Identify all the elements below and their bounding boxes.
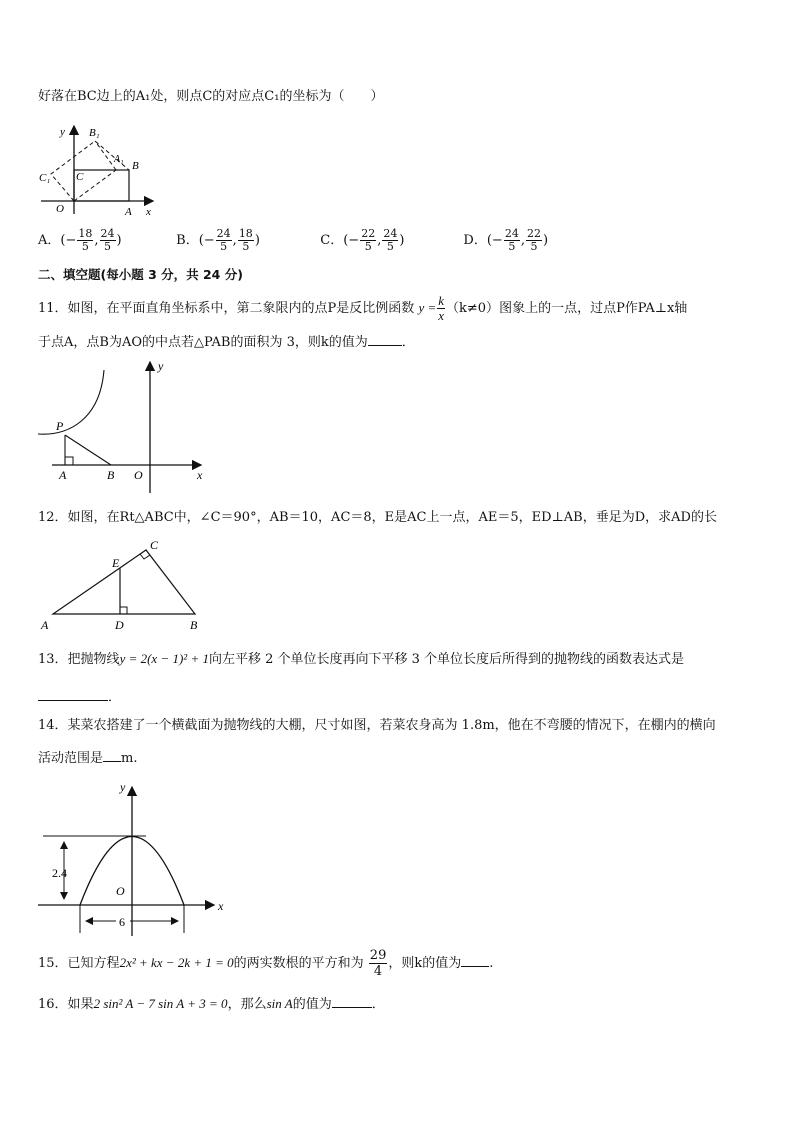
q10-option-c[interactable]: C．(− $\frac{22}{5}$ , $\frac{24}{5}$ ) [320,227,405,253]
q10-label-c: C [76,171,84,183]
q10-label-b: B [132,160,139,172]
q12-label-a: A [41,618,49,632]
q11-line2: 于点A，点B为AO的中点若△PAB的面积为 3，则k的值为 ． [38,332,415,352]
q11-number: 11． [38,301,68,316]
q11-label-y: y [158,359,164,373]
q11-label-o: O [134,468,143,482]
q12-label-b: B [190,618,198,632]
q11-label-p: P [56,419,64,433]
q14-label-o: O [116,884,125,898]
q14-label-width: 6 [119,915,125,929]
q10-option-a[interactable]: A．(− $\frac{18}{5}$ , $\frac{24}{5}$ ) [38,227,122,253]
q11-segment-pb [65,435,111,465]
q10-tail-text: 好落在BC边上的A₁处，则点C的对应点C₁的坐标为（ ） [38,89,384,104]
q10-label-b1: B₁ [89,127,100,139]
q15-number: 15． [38,956,68,971]
q14-label-y: y [120,780,126,794]
q14-number: 14． [38,718,68,733]
q12-label-d: D [115,618,124,632]
q12-figure [38,536,208,634]
q15-text: 15．已知方程2x² + kx − 2k + 1 = 0的两实数根的平方和为 $\frac{29}{4}$ ，则k的值为 . [38,948,494,979]
q10-dashed-rect [51,141,129,201]
q11-right-angle [65,457,73,465]
q13-line1: 13．把抛物线y = 2(x − 1)² + 1向左平移 2 个单位长度再向下平移 3 个单位长度后所得到的抛物线的函数表达式是 [38,651,685,667]
q10-label-o: O [56,203,64,215]
q10-option-d[interactable]: D．(− $\frac{24}{5}$ , $\frac{22}{5}$ ) [463,227,549,253]
q12-text: 12．如图，在Rt△ABC中，∠C＝90°，AB＝10，AC＝8，E是AC上一点，AE＝5，ED⊥AB，垂足为D，求AD的长 [38,510,717,525]
q13-answer-blank[interactable] [38,687,108,701]
q13-line2: ． [38,687,121,707]
q10-label-a: A [125,206,132,218]
q14-line2: 活动范围是 m. [38,748,137,768]
q11-answer-blank[interactable] [368,332,402,346]
q11-label-x: x [197,468,203,482]
q13-number: 13． [38,652,68,667]
q11-figure [38,358,213,498]
q16-text: 16．如果2 sin² A − 7 sin A + 3 = 0，那么sin A的值为 ． [38,996,385,1012]
q11-label-a: A [59,468,67,482]
section-heading: 二、填空题(每小题 3 分，共 24 分) [38,267,243,282]
q10-option-b[interactable]: B．(− $\frac{24}{5}$ , $\frac{18}{5}$ ) [176,227,260,253]
q10-label-x: x [146,206,151,218]
q12-label-e: E [112,556,120,570]
q11-hyperbola [38,370,104,434]
q10-label-y: y [60,126,65,138]
q14-answer-blank[interactable] [103,748,121,762]
q10-figure [38,122,163,222]
q14-label-x: x [218,899,224,913]
q10-label-c1: C₁ [39,172,51,184]
q10-options [38,228,548,253]
q16-answer-blank[interactable] [332,994,372,1008]
q12-number: 12． [38,510,68,525]
q11-label-b: B [107,468,115,482]
q10-label-a1: A₁ [114,154,124,165]
q15-answer-blank[interactable] [461,953,489,967]
q12-triangle [53,550,195,614]
q12-right-angle-d [120,607,127,614]
q12-label-c: C [150,538,159,552]
q14-label-height: 2.4 [52,866,67,880]
q16-number: 16． [38,997,68,1012]
q11-line1: 11．如图，在平面直角坐标系中，第二象限内的点P是反比例函数 y = $\frac{k}{x}$ （k≠0）图象上的一点，过点P作PA⊥x轴 [38,293,688,323]
q14-line1: 14．某菜农搭建了一个横截面为抛物线的大棚，尺寸如图，若菜农身高为 1.8m，他在不弯腰的情况下，在棚内的横向 [38,718,716,733]
q10-dashed-a1 [95,141,116,170]
q14-figure [38,778,238,938]
q12-right-angle-c [140,554,150,559]
